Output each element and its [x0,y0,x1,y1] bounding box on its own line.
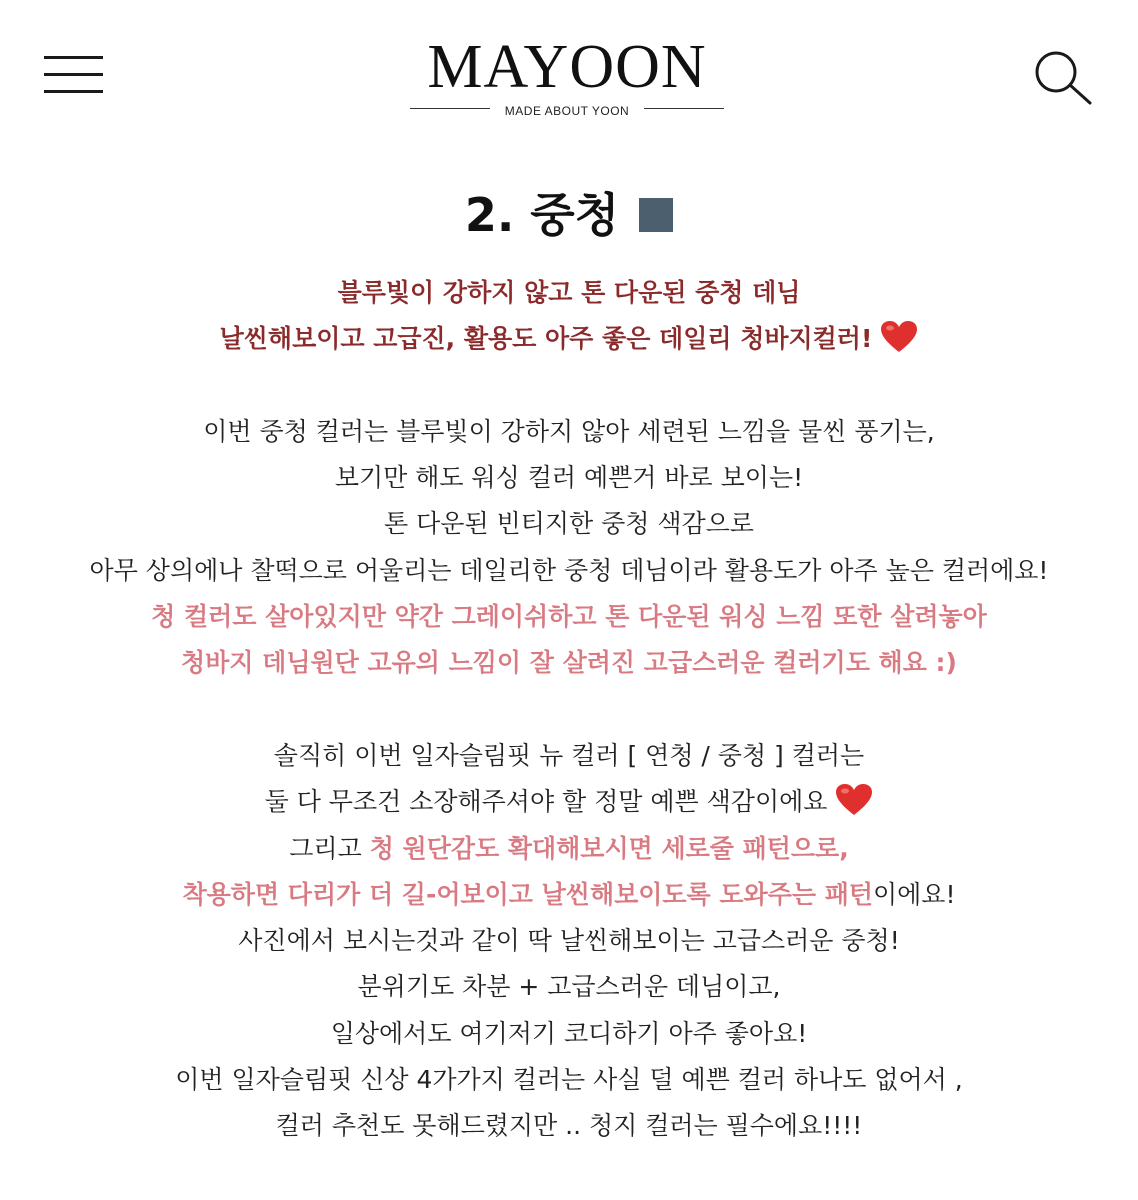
red-heart-icon [880,320,918,354]
menu-bar [44,73,103,76]
section-heading [0,160,1138,270]
paragraph-line: 컬러 추천도 못해드렸지만 .. 청지 컬러는 필수에요!!!! [275,1111,863,1141]
highlight-line-2-text: 날씬해보이고 고급진, 활용도 아주 좋은 데일리 청바지컬러! [219,324,873,354]
paragraph-line: 솔직히 이번 일자슬림핏 뉴 컬러 [ 연청 / 중청 ] 컬러는 [273,740,865,770]
paragraph-line [0,826,1138,872]
paragraph-line: 톤 다운된 빈티지한 중청 색감으로 [384,509,754,539]
paragraph-line: 일상에서도 여기저기 코디하기 아주 좋아요! [330,1018,808,1048]
pink-emphasis: 착용하면 다리가 더 길-어보이고 날씬해보이도록 도와주는 패턴 [182,879,873,909]
search-icon [1032,48,1094,106]
logo-subtitle-row [400,100,734,120]
pink-paragraph-line: 청 컬러도 살아있지만 약간 그레이쉬하고 톤 다운된 워싱 느낌 또한 살려놓아 [151,602,987,632]
hamburger-menu-button[interactable] [44,56,104,96]
spacer [0,363,1138,409]
heading-text: 2. 중청 [464,188,620,242]
paragraph-line: 분위기도 차분 + 고급스러운 데님이고, [357,972,781,1002]
logo-title: MAYOON [427,33,707,101]
paragraph-line [0,872,1138,918]
pink-paragraph-line: 청바지 데님원단 고유의 느낌이 잘 살려진 고급스러운 컬러기도 해요 :) [181,648,957,678]
product-description [0,160,1138,1150]
logo-rule-right [644,108,724,109]
site-logo[interactable] [400,33,734,120]
pink-emphasis: 청 원단감도 확대해보시면 세로줄 패턴으로, [369,833,849,863]
paragraph-line-text: 둘 다 무조건 소장해주셔야 할 정말 예쁜 색감이에요 [264,787,828,817]
paragraph-line: 보기만 해도 워싱 컬러 예쁜거 바로 보이는! [334,463,804,493]
paragraph-line [0,779,1138,825]
logo-subtitle: MADE ABOUT YOON [504,104,630,118]
line-suffix: 이에요! [873,879,956,909]
logo-rule-left [410,108,490,109]
spacer [0,687,1138,733]
paragraph-line: 이번 일자슬림핏 신상 4가가지 컬러는 사실 덜 예쁜 컬러 하나도 없어서 , [175,1065,963,1095]
highlight-line-1: 블루빛이 강하지 않고 톤 다운된 중청 데님 [337,278,801,307]
search-button[interactable] [1032,48,1094,106]
paragraph-line: 아무 상의에나 찰떡으로 어울리는 데일리한 중청 데님이라 활용도가 아주 높은 컬러에요! [89,555,1049,585]
color-swatch [639,198,673,232]
line-prefix: 그리고 [289,833,370,863]
menu-bar [44,90,103,93]
menu-bar [44,56,103,59]
site-header [0,0,1138,140]
red-heart-icon [835,783,873,817]
paragraph-line: 사진에서 보시는것과 같이 딱 날씬해보이는 고급스러운 중청! [238,926,900,956]
paragraph-line: 이번 중청 컬러는 블루빛이 강하지 않아 세련된 느낌을 물씬 풍기는, [203,416,935,446]
highlight-line-2 [0,316,1138,362]
